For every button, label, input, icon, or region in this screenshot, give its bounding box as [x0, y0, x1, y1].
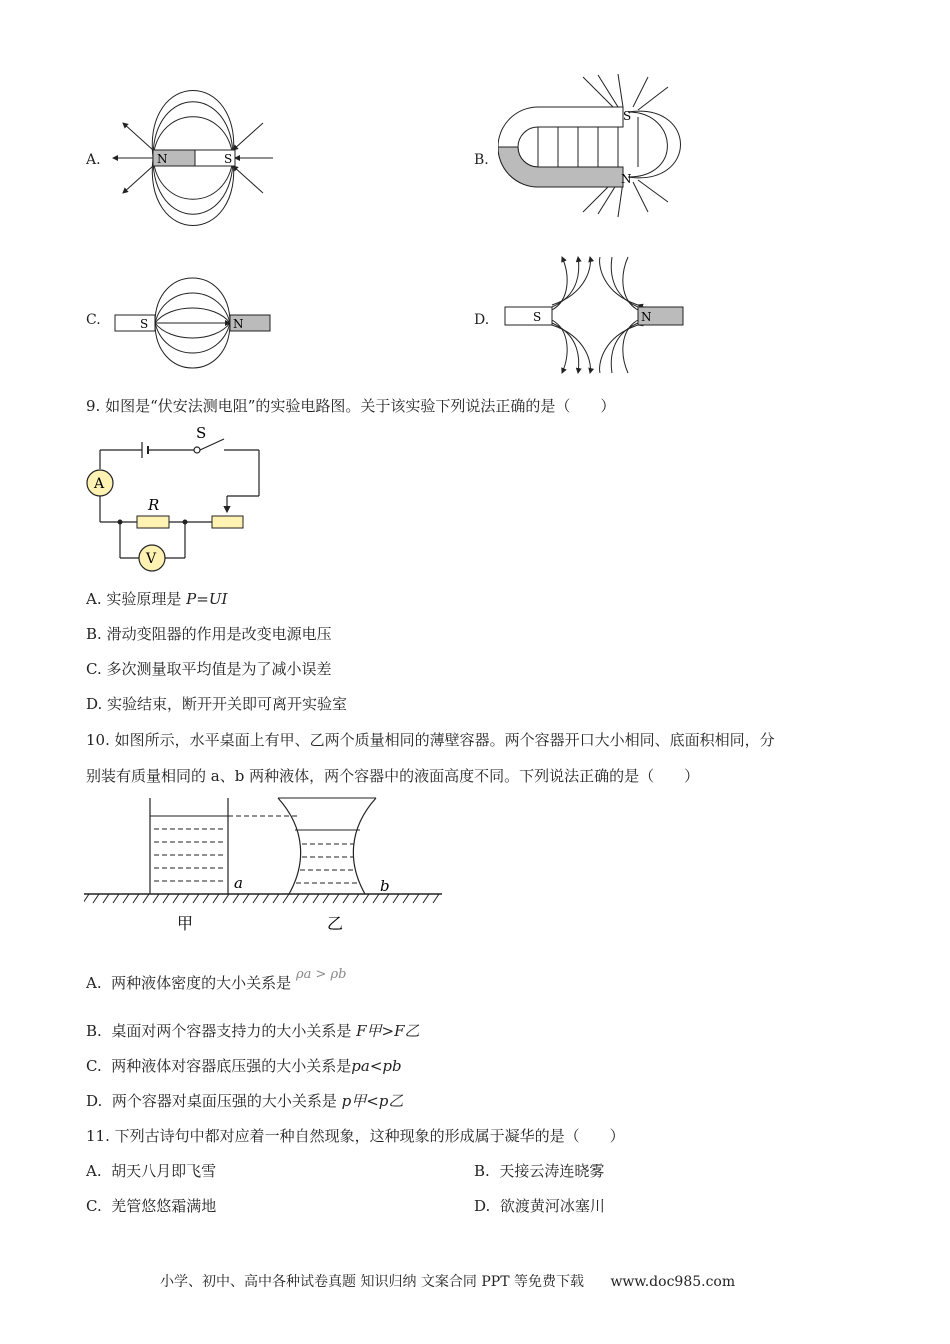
resistor-label: R [148, 496, 160, 514]
liquid-b-label: b [380, 877, 390, 895]
q8a-pole-s: S [224, 152, 233, 166]
liquid-a-label: a [234, 874, 243, 892]
container-yi-label: 乙 [327, 914, 344, 933]
q9-option-d: D. 实验结束，断开开关即可离开实验室 [86, 695, 348, 713]
switch-label: S [196, 424, 207, 442]
q10-option-d: D. 两个容器对桌面压强的大小关系是 p甲<p乙 [86, 1092, 404, 1110]
container-jia-label: 甲 [177, 914, 194, 933]
q8d-pole-s: S [533, 310, 542, 324]
q8b-pole-s: S [623, 109, 632, 123]
footer-url-link[interactable]: www.doc985.com [610, 1274, 736, 1290]
q8-figure-a [108, 78, 278, 228]
q11-option-b: B. 天接云涛连晓雾 [474, 1162, 605, 1180]
q8a-pole-n: N [157, 152, 168, 166]
ammeter-label: A [94, 476, 105, 492]
q9-stem: 9. 如图是“伏安法测电阻”的实验电路图。关于该实验下列说法正确的是（ ） [86, 397, 616, 415]
q10-containers-figure [84, 794, 449, 939]
q9-option-b: B. 滑动变阻器的作用是改变电源电压 [86, 625, 332, 643]
q11-option-d: D. 欲渡黄河冰塞川 [474, 1197, 605, 1215]
q8b-pole-n: N [621, 172, 632, 186]
q8c-pole-s: S [140, 317, 149, 331]
q10-stem-line1: 10. 如图所示，水平桌面上有甲、乙两个质量相同的薄壁容器。两个容器开口大小相同、底面积相同，分 [86, 731, 775, 749]
q8-figure-b [498, 72, 693, 222]
q11-stem: 11. 下列古诗句中都对应着一种自然现象，这种现象的形成属于凝华的是（ ） [86, 1127, 625, 1145]
q8-option-a-label: A. [86, 152, 101, 168]
q11-option-c: C. 羌管悠悠霜满地 [86, 1197, 217, 1215]
q8-option-d-label: D. [474, 312, 490, 328]
footer-text: 小学、初中、高中各种试卷真题 知识归纳 文案合同 PPT 等免费下载 [160, 1274, 584, 1290]
q8c-pole-n: N [233, 317, 244, 331]
q9-option-c: C. 多次测量取平均值是为了减小误差 [86, 660, 332, 678]
q11-option-a: A. 胡天八月即飞雪 [86, 1162, 217, 1180]
q10-option-b: B. 桌面对两个容器支持力的大小关系是 F甲>F乙 [86, 1022, 420, 1040]
q8-option-c-label: C. [86, 312, 101, 328]
q8d-pole-n: N [641, 310, 652, 324]
q8-figure-c [110, 268, 280, 378]
q9-option-a: A. 实验原理是 P=UI [86, 590, 228, 608]
q8-figure-d [500, 255, 690, 375]
q10-option-a: A. 两种液体密度的大小关系是 ρa > ρb [86, 967, 347, 992]
q10-option-c: C. 两种液体对容器底压强的大小关系是pa<pb [86, 1057, 402, 1075]
page-footer [160, 1271, 735, 1291]
q8-option-b-label: B. [474, 152, 489, 168]
voltmeter-label: V [146, 551, 157, 567]
q9-circuit-diagram [84, 424, 269, 574]
q10-stem-line2: 别装有质量相同的 a、b 两种液体，两个容器中的液面高度不同。下列说法正确的是（ ） [86, 767, 700, 785]
